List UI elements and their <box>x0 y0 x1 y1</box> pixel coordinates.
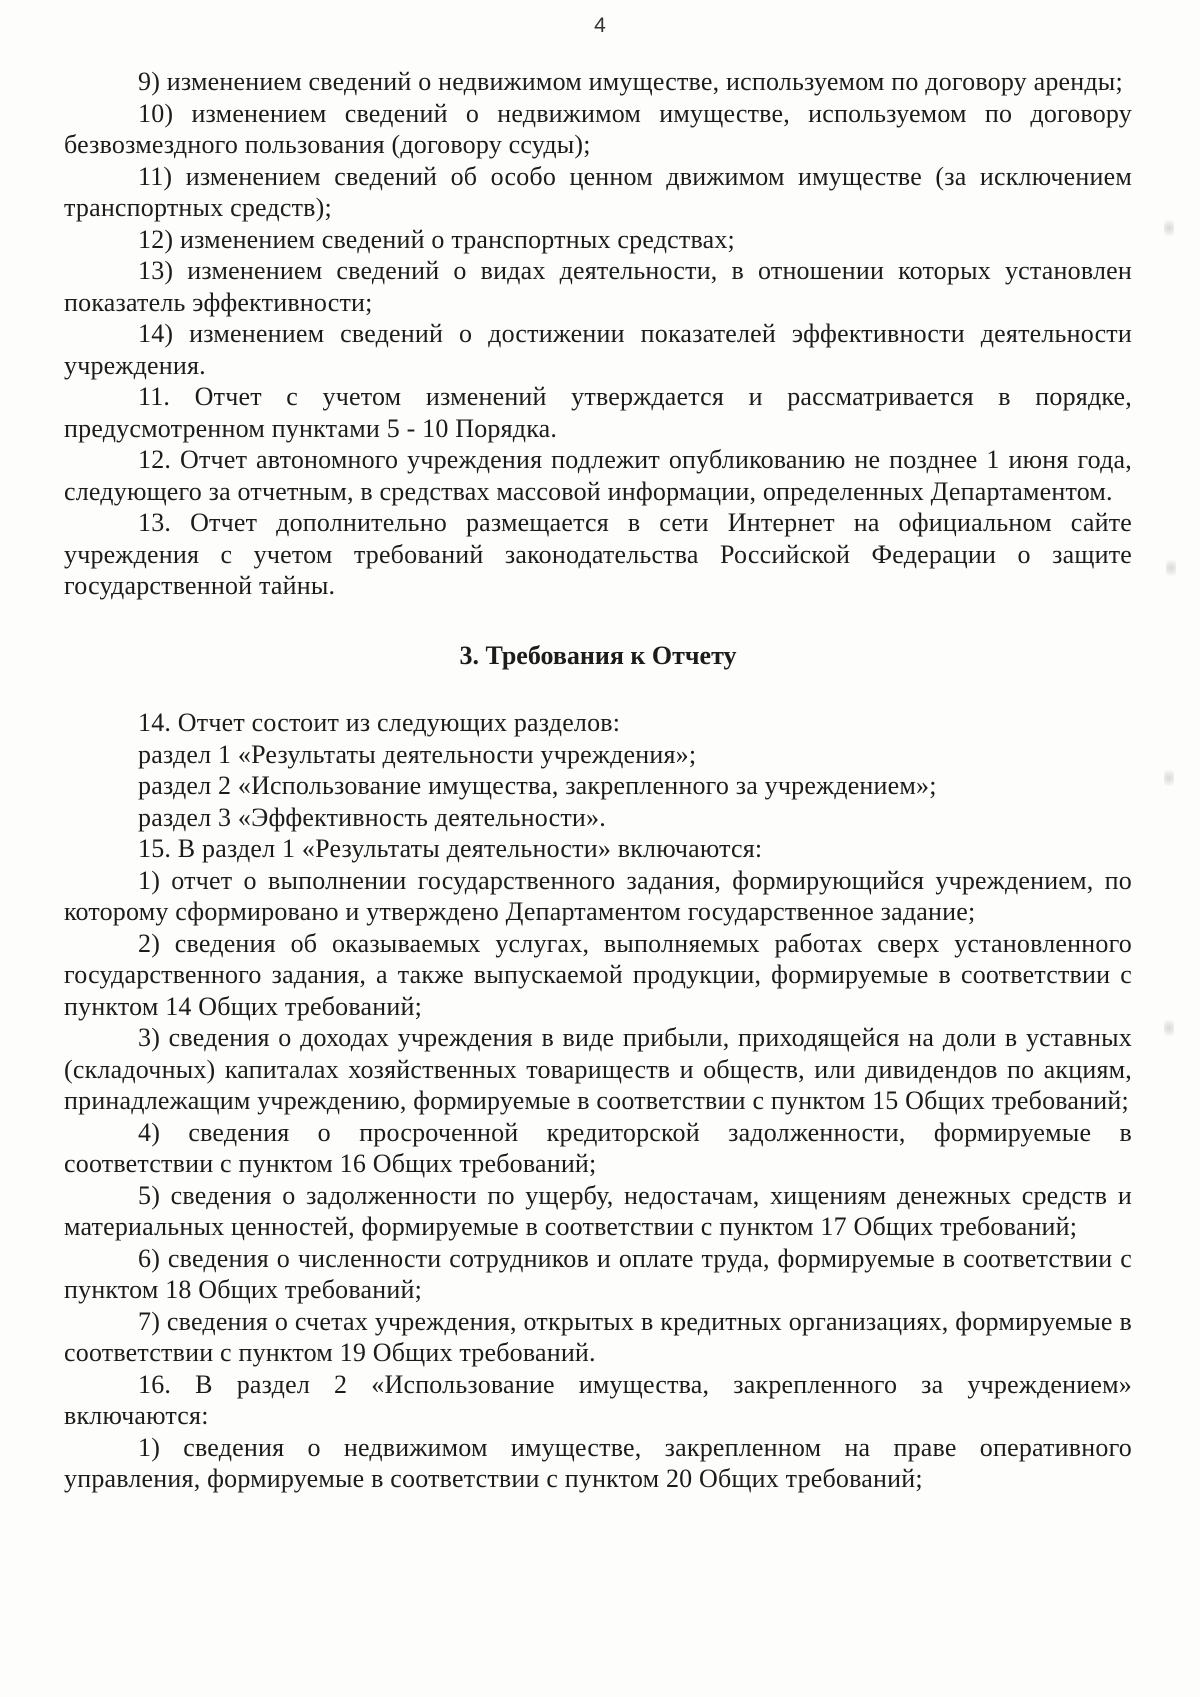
paragraph-item-9-lease: 9) изменением сведений о недвижимом имуществе, используемом по договору аренды; <box>138 67 1123 96</box>
paragraph-section-3: раздел 3 «Эффективность деятельности». <box>138 802 606 832</box>
paragraph-section-1: раздел 1 «Результаты деятельности учреждения»; <box>138 739 697 769</box>
paragraph-item-13-activities: 13) изменением сведений о видах деятельности, в отношении которых установлен показатель эффективности; <box>64 256 1132 317</box>
paragraph-clause-11: 11. Отчет с учетом изменений утверждается и рассматривается в порядке, предусмотренном пунктами 5 - 10 Порядка. <box>64 382 1132 443</box>
paragraph-clause-15: 15. В раздел 1 «Результаты деятельности» включаются: <box>138 834 763 863</box>
paragraph-clause-12: 12. Отчет автономного учреждения подлежит опубликованию не позднее 1 июня года, следующего за отчетным, в средствах массовой информации, определенных Департаментом. <box>64 445 1132 506</box>
paragraph-item-12-vehicles: 12) изменением сведений о транспортных средствах; <box>138 224 735 254</box>
document-body <box>64 66 1132 1495</box>
scan-speck <box>1164 220 1174 236</box>
paragraph-15-item-6: 6) сведения о численности сотрудников и оплате труда, формируемые в соответствии с пунктом 18 Общих требований; <box>64 1243 1132 1304</box>
scan-speck <box>1164 1020 1174 1036</box>
paragraph-15-item-4: 4) сведения о просроченной кредиторской задолженности, формируемые в соответствии с пунктом 16 Общих требований; <box>64 1117 1132 1178</box>
paragraph-section-2: раздел 2 «Использование имущества, закрепленного за учреждением»; <box>138 771 937 800</box>
paragraph-15-item-3: 3) сведения о доходах учреждения в виде прибыли, приходящейся на доли в уставных (складочных) капиталах хозяйственных товариществ и обществ, или дивидендов по акциям, принадлежащим учреждению, формируемые в соответствии с пунктом 15 Общих требований; <box>64 1023 1132 1115</box>
paragraph-16-item-1: 1) сведения о недвижимом имуществе, закрепленном на праве оперативного управления, формируемые в соответствии с пунктом 20 Общих требований; <box>64 1432 1132 1493</box>
scan-speck <box>1164 770 1174 786</box>
paragraph-item-10-free-use: 10) изменением сведений о недвижимом имуществе, используемом по договору безвозмездного пользования (договору ссуды); <box>64 98 1132 159</box>
paragraph-15-item-5: 5) сведения о задолженности по ущербу, недостачам, хищениям денежных средств и материальных ценностей, формируемые в соответствии с пунктом 17 Общих требований; <box>64 1180 1132 1241</box>
paragraph-item-14-efficiency: 14) изменением сведений о достижении показателей эффективности деятельности учреждения. <box>64 319 1132 380</box>
section-heading: 3. Требования к Отчету <box>459 640 737 670</box>
page-number: 4 <box>594 14 606 37</box>
paragraph-item-11-movable-property: 11) изменением сведений об особо ценном движимом имуществе (за исключением транспортных средств); <box>64 161 1132 222</box>
paragraph-15-item-2: 2) сведения об оказываемых услугах, выполняемых работах сверх установленного государственного задания, а также выпускаемой продукции, формируемые в соответствии с пунктом 14 Общих требований; <box>64 928 1132 1021</box>
scan-speck <box>1166 560 1176 576</box>
paragraph-15-item-1: 1) отчет о выполнении государственного задания, формирующийся учреждением, по которому сформировано и утверждено Департаментом государственное задание; <box>64 865 1132 926</box>
section-spacer-bottom <box>64 671 1132 707</box>
paragraph-15-item-7: 7) сведения о счетах учреждения, открытых в кредитных организациях, формируемые в соответствии с пунктом 19 Общих требований. <box>64 1306 1132 1367</box>
section-spacer-top <box>64 602 1132 640</box>
paragraph-clause-14: 14. Отчет состоит из следующих разделов: <box>138 708 621 737</box>
paragraph-clause-13: 13. Отчет дополнительно размещается в сети Интернет на официальном сайте учреждения с учетом требований законодательства Российской Федерации о защите государственной тайны. <box>64 508 1132 600</box>
paragraph-clause-16: 16. В раздел 2 «Использование имущества, закрепленного за учреждением» включаются: <box>64 1369 1132 1430</box>
